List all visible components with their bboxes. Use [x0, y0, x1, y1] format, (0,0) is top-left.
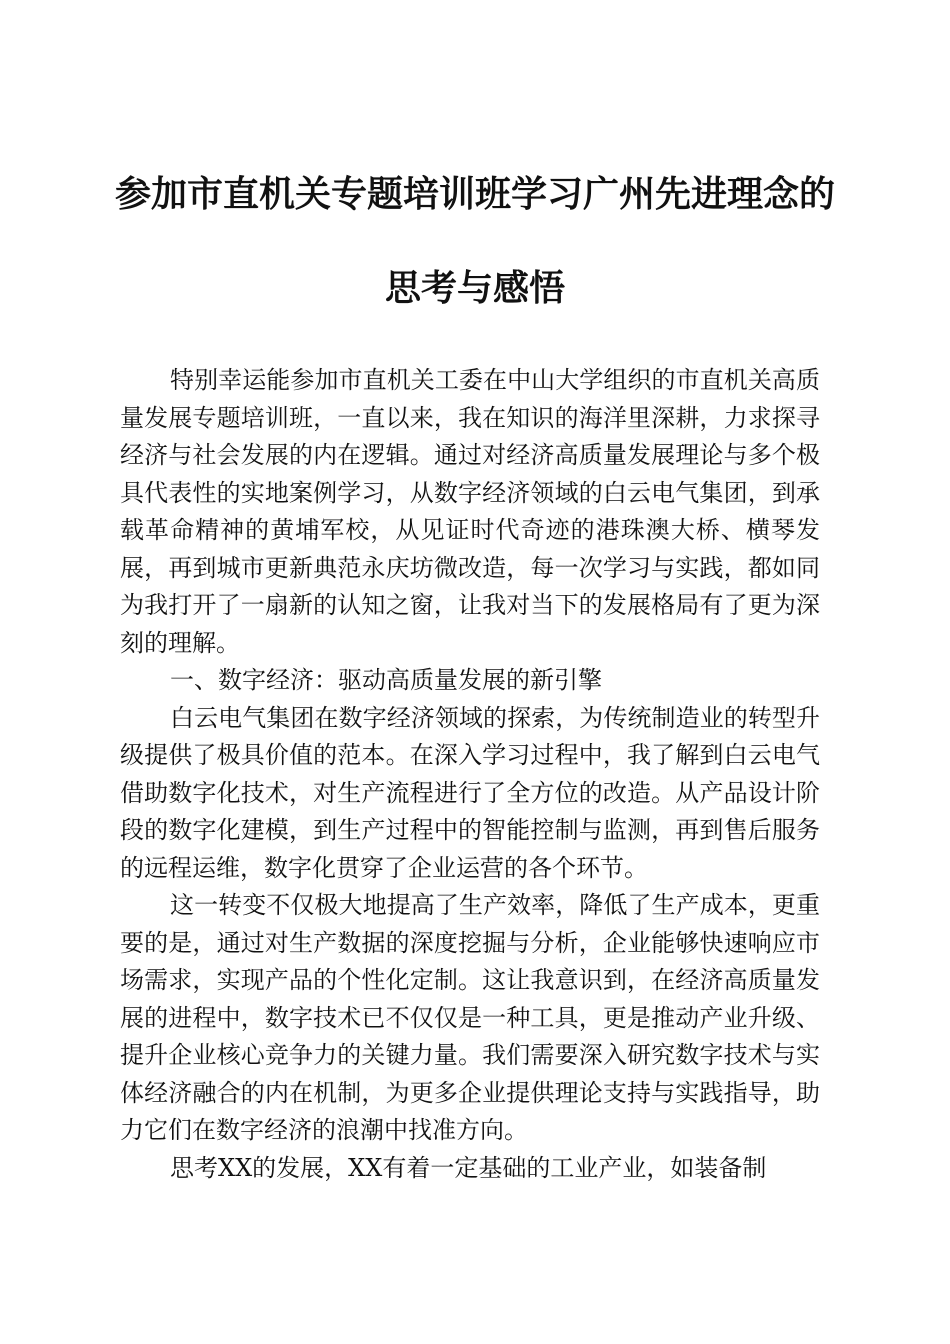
paragraph-digital-transformation: 这一转变不仅极大地提高了生产效率，降低了生产成本，更重要的是，通过对生产数据的深度挖掘与分析，企业能够快速响应市场需求，实现产品的个性化定制。这让我意识到，在经济高质量发展的进程中，数字技术已不仅仅是一种工具，更是推动产业升级、提升企业核心竞争力的关键力量。我们需要深入研究数字技术与实体经济融合的内在机制，为更多企业提供理论支持与实践指导，助力它们在数字经济的浪潮中找准方向。	[120, 891, 820, 1144]
document-title-line-1: 参加市直机关专题培训班学习广州先进理念的	[114, 173, 835, 215]
paragraph-xx-development: 思考XX的发展，XX有着一定基础的工业产业，如装备制	[170, 1153, 767, 1182]
document-body	[120, 362, 820, 1187]
paragraph-baiyun-electric: 白云电气集团在数字经济领域的探索，为传统制造业的转型升级提供了极具价值的范本。在深入学习过程中，我了解到白云电气借助数字化技术，对生产流程进行了全方位的改造。从产品设计阶段的数字化建模，到生产过程中的智能控制与监测，再到售后服务的远程运维，数字化贯穿了企业运营的各个环节。	[120, 703, 820, 882]
document-title-line-2: 思考与感悟	[384, 267, 565, 309]
paragraph-intro: 特别幸运能参加市直机关工委在中山大学组织的市直机关高质量发展专题培训班，一直以来，我在知识的海洋里深耕，力求探寻经济与社会发展的内在逻辑。通过对经济高质量发展理论与多个极具代表性的实地案例学习，从数字经济领域的白云电气集团，到承载革命精神的黄埔军校，从见证时代奇迹的港珠澳大桥、横琴发展，再到城市更新典范永庆坊微改造，每一次学习与实践，都如同为我打开了一扇新的认知之窗，让我对当下的发展格局有了更为深刻的理解。	[120, 366, 820, 657]
section-heading-digital-economy: 一、数字经济：驱动高质量发展的新引擎	[170, 666, 602, 694]
